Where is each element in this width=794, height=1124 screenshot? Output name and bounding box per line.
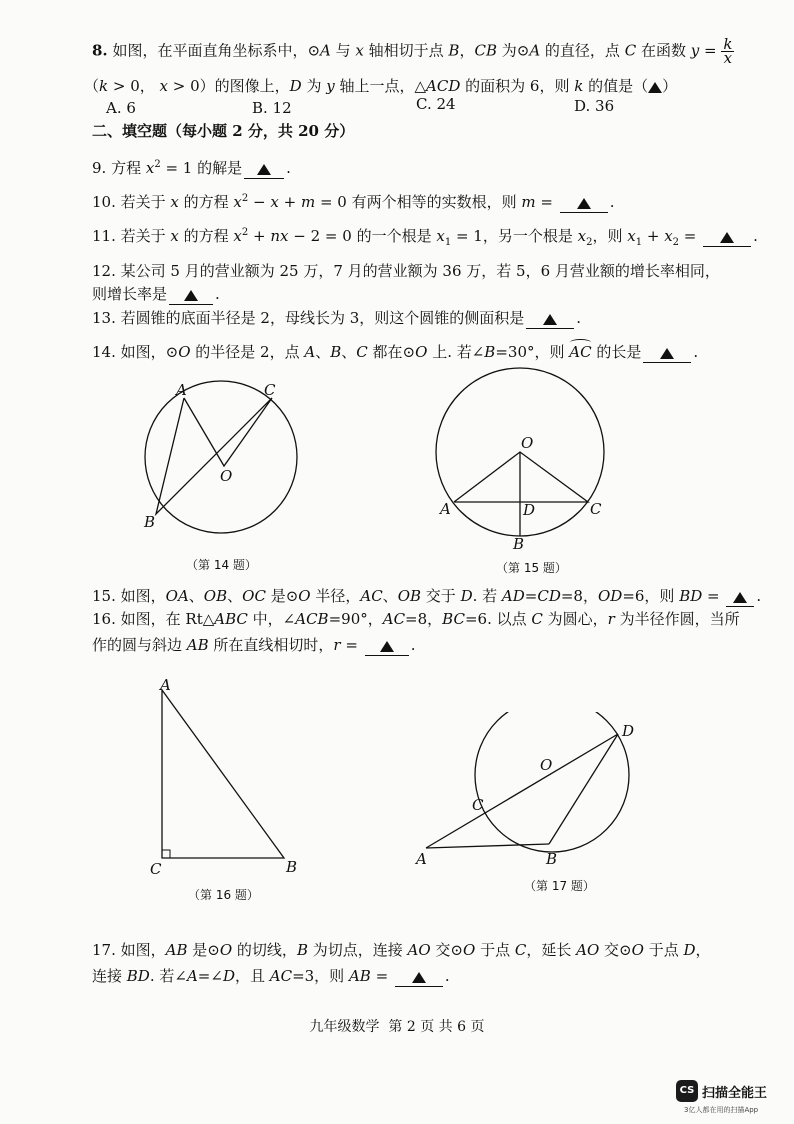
camscanner-watermark	[676, 1080, 788, 1120]
fig15-label-d: D	[523, 501, 536, 519]
fig15-caption: （第 15 题）	[496, 561, 567, 575]
fig14-label-a: A	[176, 381, 187, 399]
answer-triangle-icon	[577, 198, 591, 209]
answer-triangle-icon	[380, 641, 394, 652]
q8-line2: （k > 0， x > 0）的图像上，D 为 y 轴上一点，△ACD 的面积为 6，则 k 的值是（ ）	[84, 77, 678, 95]
q16-line1: 16. 如图，在 Rt△ABC 中，∠ACB=90°，AC=8，BC=6. 以点 C 为圆心，r 为半径作圆，当所	[92, 610, 740, 628]
fig17-circle	[475, 712, 629, 852]
fig16-label-b: B	[286, 858, 298, 876]
figure-14	[130, 380, 310, 550]
answer-triangle-icon	[648, 82, 662, 93]
answer-triangle-icon	[733, 592, 747, 603]
answer-triangle-icon	[660, 348, 674, 359]
fig15-label-o: O	[521, 434, 534, 452]
q8-option-c: C. 24	[416, 95, 456, 113]
fig14-lines	[156, 398, 272, 514]
answer-blank	[395, 966, 443, 987]
answer-blank	[726, 586, 754, 607]
answer-blank	[703, 226, 751, 247]
fig17-label-c: C	[472, 796, 484, 814]
q10: 10. 若关于 x 的方程 $x^2 - x + m = 0$ 有两个相等的实数根，则 m = .	[92, 193, 615, 211]
figure-16	[140, 672, 310, 882]
answer-triangle-icon	[720, 232, 734, 243]
fig17-caption: （第 17 题）	[524, 879, 595, 893]
fig16-triangle	[162, 690, 284, 858]
q17-line2: 连接 BD. 若∠A=∠D，且 AC=3，则 AB = .	[92, 967, 450, 985]
answer-triangle-icon	[257, 164, 271, 175]
fig17-label-b: B	[546, 850, 558, 868]
q11: 11. 若关于 x 的方程 $x^2$ + nx − 2 = 0 的一个根是 $x_1 = 1$，另一个根是 $x_2$，则 $x_1 + x_2$ = .	[92, 227, 758, 248]
q8-option-b: B. 12	[252, 99, 292, 117]
q14: 14. 如图，⊙O 的半径是 2，点 A、B、C 都在⊙O 上. 若∠B=30°，则 AC 的长是 .	[92, 343, 699, 361]
answer-blank	[365, 635, 409, 656]
q9: 9. 方程 $x^2 = 1$ 的解是 .	[92, 159, 291, 177]
fig17-label-d: D	[622, 722, 635, 740]
fig16-caption: （第 16 题）	[188, 888, 259, 902]
fig14-circle	[145, 381, 297, 533]
fig17-line-ad	[426, 734, 618, 848]
answer-triangle-icon	[543, 314, 557, 325]
page-footer	[0, 1016, 794, 1036]
q8-option-a: A. 6	[106, 99, 136, 117]
arc-ac: AC	[569, 343, 592, 361]
footer-page-number: 第 2 页 共 6 页	[388, 1019, 485, 1035]
fig15-label-b: B	[513, 535, 525, 552]
fig17-label-o: O	[540, 756, 553, 774]
q8-option-d: D. 36	[574, 97, 615, 115]
footer-subject: 九年级数学	[309, 1019, 380, 1035]
fig14-label-o: O	[220, 467, 233, 485]
fig16-label-c: C	[150, 860, 162, 878]
fig14-caption: （第 14 题）	[186, 558, 257, 572]
k-over-x-fraction: $\frac{k}{x}$	[723, 35, 733, 67]
fig14-label-c: C	[264, 381, 276, 399]
q17-line1: 17. 如图，AB 是⊙O 的切线，B 为切点，连接 AO 交⊙O 于点 C，延长 AO 交⊙O 于点 D，	[92, 941, 711, 959]
fig15-triangle	[454, 452, 588, 502]
fig15-label-c: C	[590, 500, 602, 518]
camscanner-tagline: 3亿人都在用的扫描App	[684, 1106, 759, 1114]
answer-blank	[526, 308, 574, 329]
answer-blank	[643, 342, 691, 363]
answer-blank	[560, 192, 608, 213]
answer-triangle-icon	[184, 290, 198, 301]
fig14-label-b: B	[144, 513, 156, 531]
fig17-label-a: A	[416, 850, 427, 868]
fig16-right-angle-mark	[162, 850, 170, 858]
fig16-label-a: A	[160, 676, 171, 694]
fig15-label-a: A	[440, 500, 451, 518]
q13: 13. 若圆锥的底面半径是 2，母线长为 3，则这个圆锥的侧面积是 .	[92, 309, 582, 327]
q12-line1: 12. 某公司 5 月的营业额为 25 万，7 月的营业额为 36 万，若 5，6 月营业额的增长率相同，	[92, 262, 720, 280]
figure-17	[410, 712, 650, 872]
answer-triangle-icon	[412, 972, 426, 983]
fig17-tangent-ab	[426, 844, 549, 848]
figure-15	[430, 352, 620, 552]
answer-blank	[169, 284, 213, 305]
section-title: 二、填空题（每小题 2 分，共 20 分）	[92, 122, 355, 140]
answer-blank	[244, 158, 284, 179]
q12-line2: 则增长率是 .	[92, 285, 220, 303]
camscanner-name: 扫描全能王	[702, 1086, 768, 1101]
camscanner-logo-icon: CS	[676, 1080, 698, 1102]
q8-line1: 8. 如图，在平面直角坐标系中，⊙A 与 x 轴相切于点 B，CB 为⊙A 的直径，点 C 在函数 y = $\frac{k}{x}$	[92, 35, 733, 67]
q15: 15. 如图，OA、OB、OC 是⊙O 半径，AC、OB 交于 D. 若 AD=CD=8，OD=6，则 BD = .	[92, 587, 762, 605]
q16-line2: 作的圆与斜边 AB 所在直线相切时，r = .	[92, 636, 416, 654]
